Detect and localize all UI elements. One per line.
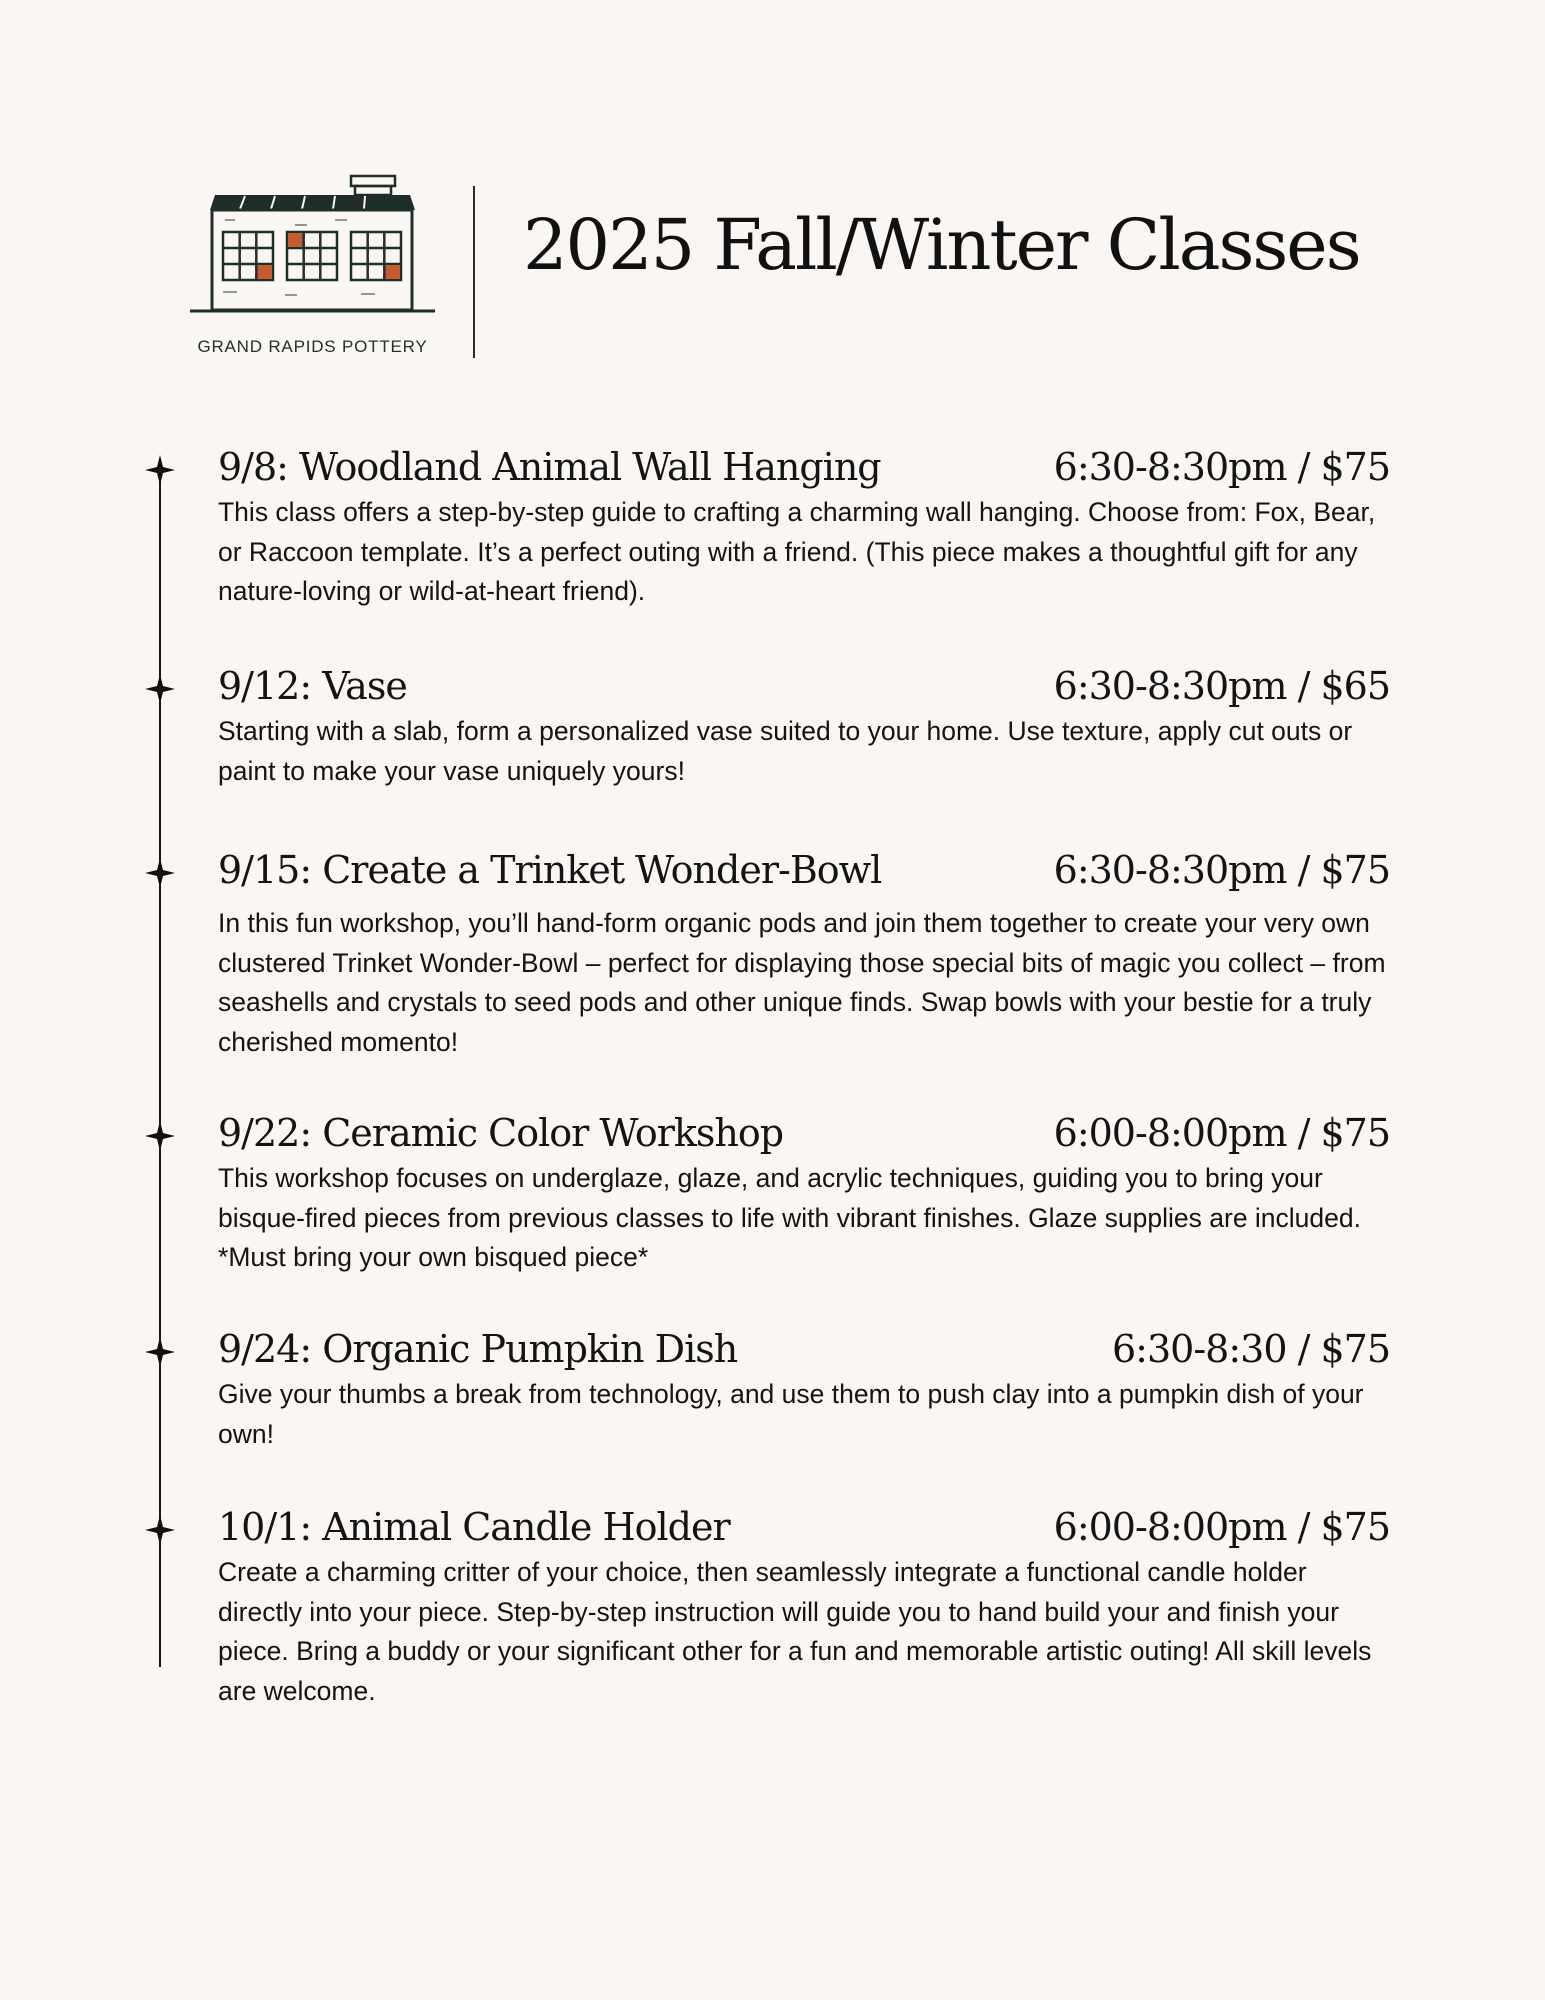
class-title: 9/8: Woodland Animal Wall Hanging — [218, 445, 881, 489]
class-time-price: 6:00-8:00pm / $75 — [1053, 1111, 1390, 1155]
class-description: In this fun workshop, you’ll hand-form organic pods and join them together to create your very own clustered Trinket Wonder-Bowl – perfect for displaying those special bits of magic you collect – from seashells and crystals to seed pods and other unique finds. Swap bowls with your bestie for a truly cherished momento! — [218, 908, 1386, 1057]
class-description: Give your thumbs a break from technology, and use them to push clay into a pumpkin dish of your own! — [218, 1379, 1364, 1449]
class-description: This class offers a step-by-step guide to crafting a charming wall hanging. Choose from: Fox, Bear, or Raccoon template. It’s a perfect outing with a friend. (This piece makes a thoughtful gift for any nature-loving or wild-at-heart friend). — [218, 497, 1376, 606]
timeline-star-icon — [145, 1121, 175, 1151]
class-title: 9/24: Organic Pumpkin Dish — [218, 1327, 738, 1371]
timeline-line — [159, 462, 161, 1667]
class-time-price: 6:30-8:30pm / $75 — [1053, 848, 1390, 892]
class-item — [218, 1501, 1390, 1711]
brand-logo — [185, 170, 440, 365]
brand-name: GRAND RAPIDS POTTERY — [197, 337, 428, 356]
class-time-price: 6:30-8:30pm / $75 — [1053, 445, 1390, 489]
timeline-star-icon — [145, 674, 175, 704]
class-time-price: 6:30-8:30 / $75 — [1112, 1327, 1390, 1371]
class-time-price: 6:30-8:30pm / $65 — [1053, 664, 1390, 708]
class-item — [218, 1323, 1390, 1454]
class-item — [218, 844, 1390, 1062]
class-description: Starting with a slab, form a personalized vase suited to your home. Use texture, apply cut outs or paint to make your vase uniquely yours! — [218, 716, 1353, 786]
timeline-star-icon — [145, 858, 175, 888]
class-item — [218, 1107, 1390, 1278]
timeline-star-icon — [145, 455, 175, 485]
timeline-star-icon — [145, 1515, 175, 1545]
class-description: Create a charming critter of your choice, then seamlessly integrate a functional candle holder directly into your piece. Step-by-step instruction will guide you to hand build your and finish your piece. Bring a buddy or your significant other for a fun and memorable artistic outing! All skill levels are welcome. — [218, 1557, 1372, 1706]
pottery-building-icon — [185, 170, 440, 330]
class-title: 9/22: Ceramic Color Workshop — [218, 1111, 784, 1155]
class-title: 9/15: Create a Trinket Wonder-Bowl — [218, 848, 882, 892]
header-divider — [473, 186, 475, 358]
page-title: 2025 Fall/Winter Classes — [523, 204, 1360, 286]
class-item — [218, 441, 1390, 612]
class-time-price: 6:00-8:00pm / $75 — [1053, 1505, 1390, 1549]
class-description: This workshop focuses on underglaze, glaze, and acrylic techniques, guiding you to bring your bisque-fired pieces from previous classes to life with vibrant finishes. Glaze supplies are included. *Must bring your own bisqued piece* — [218, 1163, 1361, 1272]
class-title: 9/12: Vase — [218, 664, 407, 708]
class-item — [218, 660, 1390, 791]
class-title: 10/1: Animal Candle Holder — [218, 1505, 730, 1549]
timeline-star-icon — [145, 1337, 175, 1367]
